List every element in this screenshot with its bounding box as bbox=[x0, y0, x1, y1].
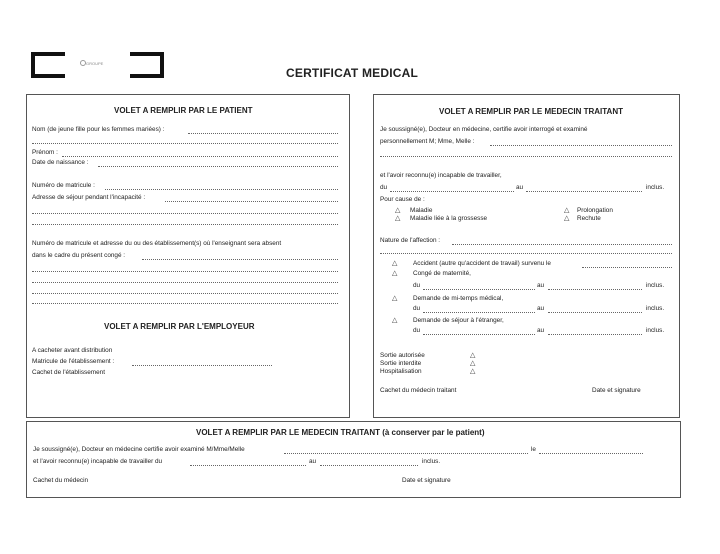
prenom-field[interactable] bbox=[62, 156, 338, 157]
inclus-label-3: inclus. bbox=[646, 305, 665, 312]
matricule-label: Numéro de matricule : bbox=[32, 182, 95, 189]
adresse-field[interactable] bbox=[165, 201, 338, 202]
rechute-label: Rechute bbox=[577, 215, 601, 222]
logo-text: GROUPE bbox=[86, 61, 104, 66]
au-label-3: au bbox=[537, 305, 545, 312]
nature-field-2[interactable] bbox=[380, 253, 672, 254]
matricule-field[interactable] bbox=[105, 189, 338, 190]
cause-label: Pour cause de : bbox=[380, 196, 425, 203]
employeur-line2: Matricule de l'établissement : bbox=[32, 358, 115, 365]
du-field-4[interactable] bbox=[423, 334, 535, 335]
etab-field-5[interactable] bbox=[32, 303, 338, 304]
logo-bracket-left bbox=[31, 52, 65, 78]
au-field-1[interactable] bbox=[526, 191, 642, 192]
accident-checkbox[interactable]: △ bbox=[392, 260, 398, 267]
sortie-autorisee-checkbox[interactable]: △ bbox=[470, 352, 476, 359]
sortie-interdite-label: Sortie interdite bbox=[380, 360, 422, 367]
maladie-checkbox[interactable]: △ bbox=[395, 207, 401, 214]
bottom-au-field[interactable] bbox=[320, 465, 418, 466]
du-field-1[interactable] bbox=[390, 191, 514, 192]
accident-label: Accident (autre qu'accident de travail) survenu le bbox=[413, 260, 551, 267]
du-label-1: du bbox=[380, 184, 388, 191]
nature-field[interactable] bbox=[452, 244, 672, 245]
etab-label-line2: dans le cadre du présent congé : bbox=[32, 252, 126, 259]
mitemps-label: Demande de mi-temps médical, bbox=[413, 295, 504, 302]
bottom-name-field[interactable] bbox=[284, 453, 528, 454]
etranger-label: Demande de séjour à l'étranger, bbox=[413, 317, 504, 324]
bottom-date-signature-label: Date et signature bbox=[402, 477, 451, 484]
nom-field[interactable] bbox=[188, 133, 338, 134]
grossesse-checkbox[interactable]: △ bbox=[395, 215, 401, 222]
etab-field-1[interactable] bbox=[142, 259, 338, 260]
naissance-field[interactable] bbox=[98, 166, 338, 167]
maternite-checkbox[interactable]: △ bbox=[392, 270, 398, 277]
inclus-label-1: inclus. bbox=[646, 184, 665, 191]
patient-heading: VOLET A REMPLIR PAR LE PATIENT bbox=[114, 106, 253, 115]
prenom-label: Prénom : bbox=[32, 149, 58, 156]
bottom-line2: et l'avoir reconnu(e) incapable de travailler du bbox=[33, 458, 163, 465]
medecin-intro-1: Je soussigné(e), Docteur en médecine, certifie avoir interrogé et examiné bbox=[380, 126, 588, 133]
au-label-4: au bbox=[537, 327, 545, 334]
au-field-4[interactable] bbox=[548, 334, 642, 335]
date-signature-label: Date et signature bbox=[592, 387, 641, 394]
bottom-cachet-label: Cachet du médecin bbox=[33, 477, 89, 484]
bottom-au-label: au bbox=[309, 458, 317, 465]
prolongation-label: Prolongation bbox=[577, 207, 613, 214]
patient-name-field-2[interactable] bbox=[380, 156, 672, 157]
nature-label: Nature de l'affection : bbox=[380, 237, 441, 244]
bottom-du-field[interactable] bbox=[190, 465, 306, 466]
du-field-2[interactable] bbox=[423, 289, 535, 290]
naissance-label: Date de naissance : bbox=[32, 159, 89, 166]
adresse-label: Adresse de séjour pendant l'incapacité : bbox=[32, 194, 146, 201]
du-field-3[interactable] bbox=[423, 312, 535, 313]
page-title: CERTIFICAT MEDICAL bbox=[286, 66, 419, 80]
au-label-2: au bbox=[537, 282, 545, 289]
grossesse-label: Maladie liée à la grossesse bbox=[410, 215, 488, 222]
bottom-heading: VOLET A REMPLIR PAR LE MEDECIN TRAITANT (à conserver par le patient) bbox=[196, 428, 485, 437]
hospitalisation-checkbox[interactable]: △ bbox=[470, 368, 476, 375]
au-field-3[interactable] bbox=[548, 312, 642, 313]
etab-field-2[interactable] bbox=[32, 271, 338, 272]
sortie-interdite-checkbox[interactable]: △ bbox=[470, 360, 476, 367]
logo-icon bbox=[80, 60, 86, 66]
employeur-heading: VOLET A REMPLIR PAR L'EMPLOYEUR bbox=[104, 322, 255, 331]
du-label-3: du bbox=[413, 305, 421, 312]
sortie-autorisee-label: Sortie autorisée bbox=[380, 352, 425, 359]
du-label-4: du bbox=[413, 327, 421, 334]
du-label-2: du bbox=[413, 282, 421, 289]
logo-bracket-right bbox=[130, 52, 164, 78]
etab-field-3[interactable] bbox=[32, 282, 338, 283]
au-label-1: au bbox=[516, 184, 524, 191]
inclus-label-2: inclus. bbox=[646, 282, 665, 289]
maladie-label: Maladie bbox=[410, 207, 433, 214]
prolongation-checkbox[interactable]: △ bbox=[564, 207, 570, 214]
etab-field-4[interactable] bbox=[32, 293, 338, 294]
etab-label-line1: Numéro de matricule et adresse du ou des établissement(s) où l'enseignant sera absent bbox=[32, 240, 282, 247]
cachet-medecin-label: Cachet du médecin traitant bbox=[380, 387, 457, 394]
adresse-field-3[interactable] bbox=[32, 224, 338, 225]
bottom-le-label: le bbox=[531, 446, 536, 453]
bottom-line1: Je soussigné(e), Docteur en médecine certifie avoir examiné M/Mme/Melle bbox=[33, 446, 245, 453]
rechute-checkbox[interactable]: △ bbox=[564, 215, 570, 222]
inclus-label-4: inclus. bbox=[646, 327, 665, 334]
mitemps-checkbox[interactable]: △ bbox=[392, 295, 398, 302]
employeur-line1: A cacheter avant distribution bbox=[32, 347, 113, 354]
employeur-line3: Cachet de l'établissement bbox=[32, 369, 105, 376]
employeur-matricule-field[interactable] bbox=[132, 365, 272, 366]
bottom-date-field[interactable] bbox=[539, 453, 643, 454]
au-field-2[interactable] bbox=[548, 289, 642, 290]
hospitalisation-label: Hospitalisation bbox=[380, 368, 422, 375]
bottom-inclus-label: inclus. bbox=[422, 458, 441, 465]
adresse-field-2[interactable] bbox=[32, 213, 338, 214]
medecin-heading: VOLET A REMPLIR PAR LE MEDECIN TRAITANT bbox=[439, 107, 623, 116]
maternite-label: Congé de maternité, bbox=[413, 270, 471, 277]
medecin-intro-2: personnellement M; Mme, Melle : bbox=[380, 138, 475, 145]
patient-name-field[interactable] bbox=[490, 145, 672, 146]
etranger-checkbox[interactable]: △ bbox=[392, 317, 398, 324]
nom-label: Nom (de jeune fille pour les femmes mariées) : bbox=[32, 126, 165, 133]
incapable-label: et l'avoir reconnu(e) incapable de travailler, bbox=[380, 172, 502, 179]
nom-field-2[interactable] bbox=[32, 143, 338, 144]
accident-date-field[interactable] bbox=[582, 267, 672, 268]
